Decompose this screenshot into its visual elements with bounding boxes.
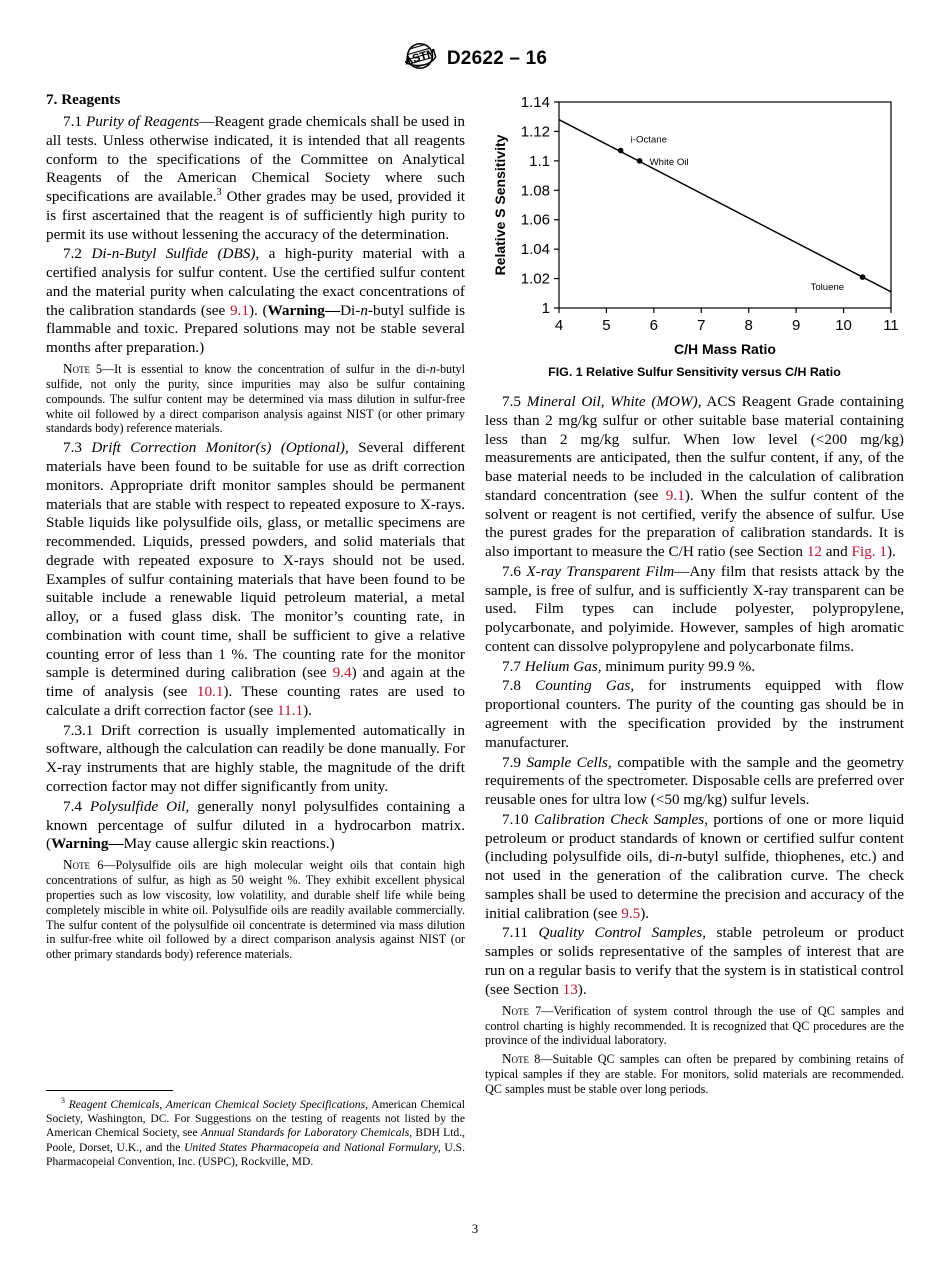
paragraph-number: 7.8 bbox=[502, 677, 521, 695]
paragraph-title: Purity of Reagents bbox=[85, 113, 200, 130]
note-5 bbox=[46, 361, 465, 436]
x-axis-tick-label: 5 bbox=[602, 317, 611, 334]
note-8 bbox=[485, 1051, 904, 1097]
paragraph-title: Drift Correction Monitor(s) (Optional), bbox=[91, 439, 349, 457]
x-axis-tick-label: 11 bbox=[883, 317, 899, 334]
footnote-italic-title-3: United States Pharmacopeia and National Formulary, bbox=[184, 1140, 441, 1154]
em-dash: — bbox=[199, 113, 215, 130]
paragraph-text-end: ). bbox=[303, 701, 312, 719]
paragraph-number: 7.9 bbox=[502, 753, 521, 771]
y-axis-tick-label: 1 bbox=[541, 300, 550, 317]
footnote-italic-title: Reagent Chemicals, American Chemical Society Specifications bbox=[68, 1098, 366, 1111]
y-axis-tick-label: 1.06 bbox=[520, 211, 550, 229]
y-axis-tick-label: 1.02 bbox=[520, 270, 550, 288]
warning-label: Warning— bbox=[267, 301, 341, 319]
data-point-label: i-Octane bbox=[630, 134, 667, 146]
cross-reference-fig-1[interactable]: Fig. 1 bbox=[851, 543, 887, 561]
warning-text: May cause allergic skin reactions.) bbox=[123, 835, 335, 853]
note-number: 7— bbox=[529, 1003, 554, 1018]
footnote-text: , American Chemical Society, Washington, DC. For Suggestions on the testing of reagents not listed by the American Chemical Society, see bbox=[46, 1098, 465, 1140]
paragraph-number: 7.3.1 bbox=[63, 721, 94, 739]
trend-line bbox=[559, 120, 891, 292]
note-number: 6— bbox=[90, 858, 116, 873]
warning-text-cont: -butyl sulfide is flammable and toxic. Prepared solutions may not be stable several months after preparation.) bbox=[46, 301, 465, 357]
paragraph-7-6 bbox=[485, 563, 904, 657]
data-point-label: White Oil bbox=[649, 156, 689, 168]
cross-reference-9-5[interactable]: 9.5 bbox=[621, 904, 641, 922]
document-designation: D2622 – 16 bbox=[446, 47, 548, 69]
note-text: It is essential to know the concentration of sulfur in the di- bbox=[114, 361, 430, 376]
y-axis-tick-label: 1.1 bbox=[529, 152, 550, 170]
astm-logo bbox=[403, 42, 437, 75]
data-point bbox=[637, 158, 643, 164]
paragraph-title: Helium Gas, bbox=[524, 657, 602, 675]
paragraph-text: for instruments equipped with flow proportional counters. The purity of the counting gas should be in agreement with the specification provided by the instrument manufacturer. bbox=[485, 677, 905, 751]
x-axis-title: C/H Mass Ratio bbox=[674, 341, 776, 357]
y-axis-tick-label: 1.04 bbox=[520, 241, 550, 259]
paragraph-text: stable petroleum or product samples or solids representative of the samples of interest that are run on a regular basis to verify that the system is in statistical control (see Section bbox=[485, 924, 905, 998]
footnote-text-2: BDH Ltd., Poole, Dorset, U.K., and the bbox=[46, 1126, 466, 1154]
paragraph-title: Mineral Oil, White (MOW), bbox=[526, 393, 702, 410]
paragraph-text: portions of one or more liquid petroleum or product standards of known or certified sulfur content (including polysulfide oils, di- bbox=[485, 810, 904, 866]
page-header bbox=[0, 42, 950, 75]
data-point-label: Toluene bbox=[810, 282, 845, 294]
x-axis-tick-label: 7 bbox=[697, 317, 706, 334]
page-number: 3 bbox=[471, 1222, 479, 1236]
paragraph-title: Calibration Check Samples, bbox=[533, 810, 708, 828]
footnote-marker-3: 3 bbox=[216, 187, 222, 198]
paragraph-title: Quality Control Samples, bbox=[538, 924, 707, 942]
paragraph-7-11 bbox=[485, 924, 904, 999]
paragraph-text: compatible with the sample and the geometry requirements of the spectrometer. Disposable cells are preferred over reusable ones for ultra low (<50 mg/kg) sulfur levels. bbox=[485, 753, 905, 809]
paragraph-7-10 bbox=[485, 811, 904, 924]
paragraph-text: Drift correction is usually implemented automatically in software, although the calculation can readily be done manually. For X-ray instruments that are highly stable, the magnitude of the drift correction factor may not differ significantly from unity. bbox=[46, 721, 465, 796]
paragraph-title-pre: Di- bbox=[91, 245, 112, 263]
page-body bbox=[46, 90, 904, 1200]
paragraph-text: ACS Reagent Grade containing less than 2 mg/kg sulfur or other suitable base material containing less than 2 mg/kg sulfur. When low level (<200 mg/kg) measurements are anticipated, then the sulfur content, if any, of the base material needs to be included in the calculation of calibration standard concentration (see bbox=[485, 393, 904, 504]
footnote-text-3: U.S. Pharmacopeial Convention, Inc. (USPC), Rockville, MD. bbox=[46, 1140, 465, 1168]
paragraph-number: 7.3 bbox=[63, 439, 82, 457]
note-text: Polysulfide oils are high molecular weight oils that contain high concentrations of sulfur, as high as 50 weight %. They exhibit excellent physical properties such as low viscosity, low volatility, and durable shelf life while being completely miscible in white oil. Polysulfide oils are readily available commercially. The sulfur content of the polysulfide oil concentrate is determined via mass dilution in sulfur-free white oil followed by a direct comparison analysis against NIST (or other primary standards body) reference materials. bbox=[46, 858, 465, 962]
y-axis-tick-label: 1.08 bbox=[520, 182, 550, 200]
note-label: Note bbox=[502, 1051, 530, 1067]
paragraph-text-cont: -butyl sulfide, thiophenes, etc.) and not used in the generation of the calibration curve. The check samples shall be used to determine the precision and accuracy of the initial calibration (see bbox=[485, 848, 904, 922]
paragraph-number: 7.4 bbox=[63, 797, 82, 815]
paragraph-number: 7.7 bbox=[502, 657, 521, 675]
section-heading-7: 7. Reagents bbox=[46, 91, 121, 108]
note-label: Note bbox=[63, 857, 91, 873]
relative-sulfur-sensitivity-chart bbox=[485, 90, 904, 362]
paragraph-7-3 bbox=[46, 439, 465, 720]
note-number: 8— bbox=[529, 1052, 553, 1067]
figure-1 bbox=[485, 90, 904, 379]
paragraph-7-5 bbox=[485, 393, 904, 562]
paragraph-text: generally nonyl polysulfides containing a known percentage of sulfur diluted in a hydrocarbon matrix. ( bbox=[46, 797, 465, 853]
paragraph-title-post: -Butyl Sulfide (DBS), bbox=[119, 245, 260, 263]
paragraph-text-cont: ). ( bbox=[248, 301, 268, 319]
paragraph-text: Any film that resists attack by the sample, is free of sulfur, and is sufficiently X-ray transparent can be used. Film types can include polyester, polypropylene, polycarbonate, and polyimide. However, samples of high aromatic content can dissolve polypropylene and polycarbonate films. bbox=[485, 562, 904, 655]
svg-text:ASTM: ASTM bbox=[402, 47, 437, 68]
warning-label: Warning— bbox=[51, 835, 124, 853]
paragraph-text: minimum purity 99.9 %. bbox=[601, 657, 756, 675]
cross-reference-9-4[interactable]: 9.4 bbox=[332, 664, 352, 682]
warning-text: Di- bbox=[340, 301, 361, 319]
cross-reference-section-13[interactable]: 13 bbox=[562, 980, 578, 998]
note-6 bbox=[46, 857, 465, 962]
paragraph-text: Reagent grade chemicals shall be used in all tests. Unless otherwise indicated, it is intended that all reagents conform to the specifications of the Committee on Analytical Reagents of the American Chemical Society where such specifications are available. bbox=[46, 113, 466, 206]
cross-reference-section-12[interactable]: 12 bbox=[806, 543, 822, 561]
x-axis-tick-label: 4 bbox=[554, 317, 564, 334]
em-dash: — bbox=[674, 562, 690, 580]
paragraph-text-cont: ). When the sulfur content of the solvent or reagent is not certified, verify the absence of sulfur. Use the purest grades for the preparation of calibration standards. It is also important to measure the C/H ratio (see Section bbox=[485, 486, 904, 561]
note-text: Suitable QC samples can often be prepared by combining retains of typical samples if they are stable. For monitors, solid materials are recommended. QC samples must be stable over long periods. bbox=[485, 1052, 904, 1096]
italic-n: n bbox=[111, 245, 120, 263]
paragraph-7-7 bbox=[485, 658, 904, 677]
paragraph-number: 7.6 bbox=[502, 562, 521, 580]
paragraph-title: Sample Cells, bbox=[526, 753, 612, 771]
paragraph-text-cont: Other grades may be used, provided it is first ascertained that the reagent is of sufficiently high purity to permit its use without lessening the accuracy of the determination. bbox=[46, 188, 466, 243]
cross-reference-11-1[interactable]: 11.1 bbox=[277, 701, 304, 719]
paragraph-number: 7.10 bbox=[502, 810, 529, 828]
paragraph-text-end: ). bbox=[577, 980, 587, 998]
italic-n: n bbox=[429, 361, 436, 376]
cross-reference-9-1[interactable]: 9.1 bbox=[665, 486, 685, 504]
note-label: Note bbox=[63, 360, 91, 376]
paragraph-title: Counting Gas, bbox=[535, 677, 635, 695]
cross-reference-9-1[interactable]: 9.1 bbox=[229, 301, 249, 319]
paragraph-number: 7.5 bbox=[502, 393, 521, 410]
paragraph-text-cont: ) and again at the time of analysis (see bbox=[46, 664, 465, 701]
footnote-italic-title-2: Annual Standards for Laboratory Chemicals, bbox=[200, 1126, 413, 1140]
note-label: Note bbox=[502, 1002, 530, 1018]
note-7 bbox=[485, 1003, 904, 1049]
figure-caption: FIG. 1 Relative Sulfur Sensitivity versus C/H Ratio bbox=[548, 365, 841, 379]
paragraph-title: Polysulfide Oil, bbox=[89, 797, 190, 815]
paragraph-text: a high-purity material with a certified analysis for sulfur content. Use the certified sulfur content and the material purity when calculating the exact concentrations of the calibration standards (see bbox=[46, 245, 466, 319]
italic-n: n bbox=[360, 301, 368, 319]
paragraph-text-end: ). bbox=[640, 904, 650, 922]
paragraph-text-end: ). bbox=[886, 543, 896, 561]
paragraph-number: 7.2 bbox=[63, 245, 82, 263]
y-axis-tick-label: 1.12 bbox=[520, 123, 550, 141]
footnote-block bbox=[46, 1090, 465, 1169]
paragraph-7-9 bbox=[485, 754, 904, 810]
left-column bbox=[46, 90, 466, 1168]
paragraph-7-1 bbox=[46, 113, 465, 244]
cross-reference-10-1[interactable]: 10.1 bbox=[196, 683, 224, 701]
footnote-divider bbox=[46, 1090, 173, 1091]
footnote-marker: 3 bbox=[61, 1096, 65, 1106]
data-point bbox=[860, 274, 866, 280]
paragraph-7-2 bbox=[46, 245, 465, 358]
note-text: Verification of system control through the use of QC samples and control charting is highly recommended. It is recognized that QC procedures are the province of the individual laboratory. bbox=[485, 1003, 904, 1048]
note-text-cont: -butyl sulfide, not only the purity, since impurities may also be sulfur containing compounds. The sulfur content may be determined via mass dilution in sulfur-free white oil followed by a direct comparison analysis against NIST (or other primary standards body) reference materials. bbox=[46, 361, 466, 436]
italic-n: n bbox=[674, 848, 683, 866]
note-number: 5— bbox=[90, 361, 115, 376]
x-axis-tick-label: 8 bbox=[744, 317, 753, 334]
paragraph-text: Several different materials have been found to be suitable for use as drift correction monitors. Appropriate drift monitor samples should be permanent materials that are stable with respect to repeated exposure to X-rays. Stable liquids like polysulfide oils, glass, or metallic specimens are recommended. Liquids, pressed powders, and solid materials that degrade with repeated exposure to X-rays should not be used. Examples of sulfur containing materials that have been found to be suitable include a renewable liquid petroleum material, a metal alloy, or a fused glass disk. The monitor’s counting rate, in combination with count time, shall be sufficient to give a relative counting error of less than 1 %. The counting rate for the monitor sample is determined during calibration (see bbox=[46, 439, 465, 682]
paragraph-7-4 bbox=[46, 798, 465, 854]
paragraph-7-8 bbox=[485, 677, 904, 752]
paragraph-title: X-ray Transparent Film bbox=[526, 562, 675, 580]
footnote-3 bbox=[46, 1098, 465, 1169]
y-axis-tick-label: 1.14 bbox=[520, 94, 550, 111]
right-column bbox=[485, 90, 904, 1100]
x-axis-tick-label: 6 bbox=[649, 317, 659, 334]
x-axis-tick-label: 10 bbox=[835, 317, 852, 334]
x-axis-tick-label: 9 bbox=[791, 317, 801, 334]
paragraph-text-cont-2: and bbox=[822, 543, 852, 561]
data-point bbox=[618, 148, 624, 154]
paragraph-number: 7.11 bbox=[502, 924, 529, 942]
paragraph-7-3-1 bbox=[46, 722, 465, 797]
paragraph-text-cont-2: ). These counting rates are used to calculate a drift correction factor (see bbox=[46, 683, 465, 719]
y-axis-title: Relative S Sensitivity bbox=[492, 134, 508, 276]
paragraph-number: 7.1 bbox=[63, 113, 82, 130]
